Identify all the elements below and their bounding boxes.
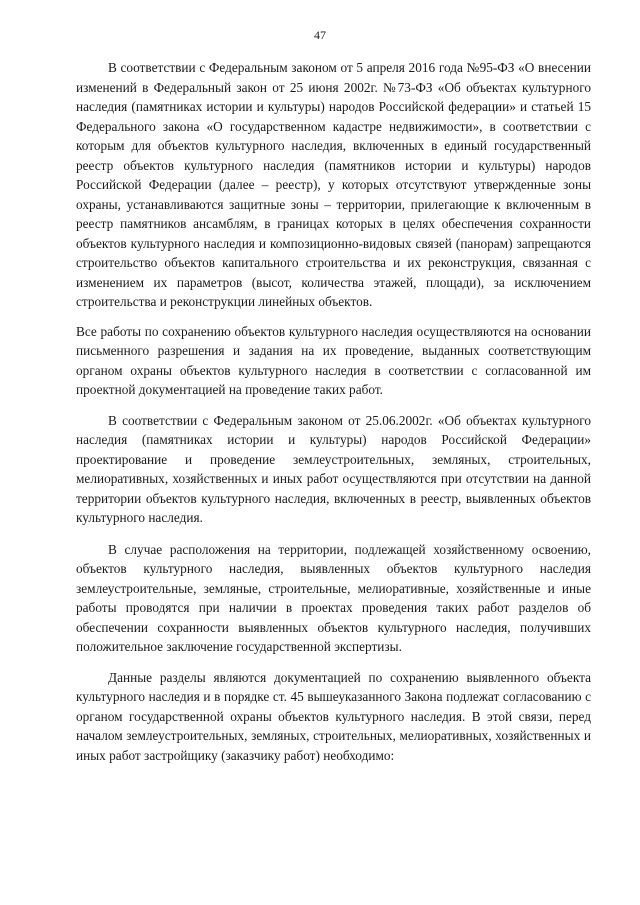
paragraph-2: Все работы по сохранению объектов культурного наследия осуществляются на основании письменного разрешения и задания на их проведение, выданных соответствующим органом охраны объектов культурного наследия в соответствии с согласованной им проектной документацией на проведение таких работ.: [76, 323, 591, 397]
page-number: 47: [314, 28, 326, 42]
paragraph-5: Данные разделы являются документацией по сохранению выявленного объекта культурного наследия и в порядке ст. 45 вышеуказанного Закона подлежат согласованию с органом государственной охраны объектов культурного наследия. В этой связи, перед началом землеустроительных, земляных, строительных, мелиоративных, хозяйственных и иных работ застройщику (заказчику работ) необходимо:: [76, 669, 591, 763]
paragraph-4: В случае расположения на территории, подлежащей хозяйственному освоению, объектов культурного наследия, выявленных объектов культурного наследия землеустроительные, земляные, строительные, мелиоративные, хозяйственные и иные работы проводятся при наличии в проектах проведения таких работ разделов об обеспечении сохранности выявленных объектов культурного наследия, получивших положительное заключение государственной экспертизы.: [76, 541, 591, 654]
paragraph-3: В соответствии с Федеральным законом от 25.06.2002г. «Об объектах культурного наследия (памятниках истории и культуры) народов Российской Федерации» проектирование и проведение землеустроительных, земляных, строительных, мелиоративных, хозяйственных и иных работ осуществляются при отсутствии на данной территории объектов культурного наследия, включенных в реестр, выявленных объектов культурного наследия.: [76, 412, 591, 525]
document-body: [76, 58, 591, 765]
paragraph-1: В соответствии с Федеральным законом от 5 апреля 2016 года №95-ФЗ «О внесении изменений в Федеральный закон от 25 июня 2002г. №73-ФЗ «Об объектах культурного наследия (памятниках истории и культуры) народов Российской федерации» и статьей 15 Федерального закона «О государственном кадастре недвижимости», в соответствии с которым для объектов культурного наследия, включенных в единый государственный реестр объектов культурного наследия (памятников истории и культуры) народов Российской Федерации (далее – реестр), у которых отсутствуют утвержденные зоны охраны, устанавливаются защитные зоны – территории, прилегающие к включенным в реестр памятников ансамблям, в границах которых в целях обеспечения сохранности объектов культурного наследия и композиционно-видовых связей (панорам) запрещаются строительство объектов капитального строительства и их реконструкция, связанная с изменением их параметров (высот, количества этажей, площади), за исключением строительства и реконструкции линейных объектов.: [76, 60, 591, 309]
